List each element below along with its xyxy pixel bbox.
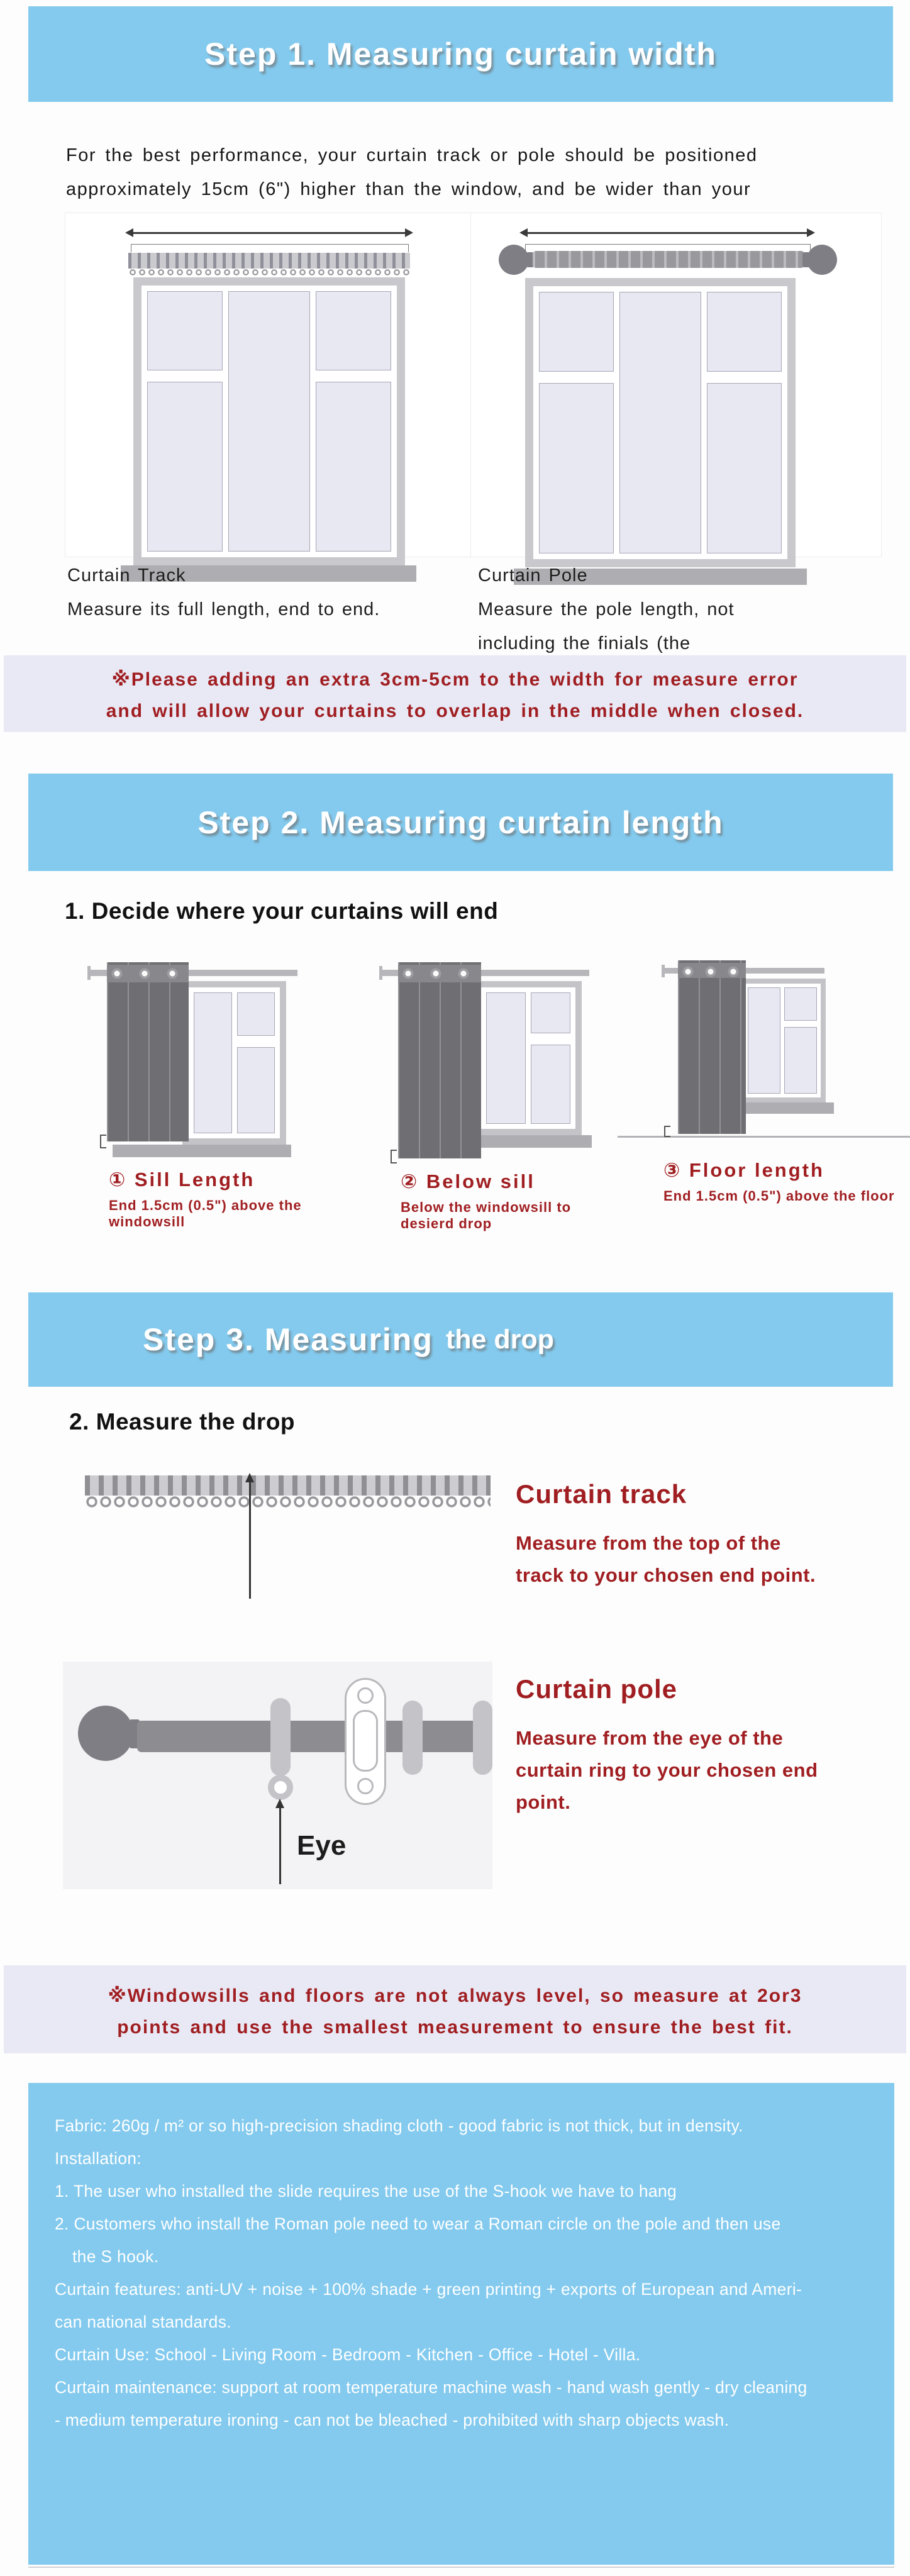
step1-banner [28,6,893,102]
step2-heading: 1. Decide where your curtains will end [65,898,499,924]
window-pane [486,992,526,1124]
curtain-panel [398,962,481,1158]
fabric-line: can national standards. [55,2312,231,2331]
window-pane [147,382,223,552]
window-middle-column [228,291,310,552]
window-left-column [486,992,526,1124]
curtain-track-bar [85,1475,491,1496]
wall-bracket-icon [345,1678,386,1805]
bracket-screw-icon [357,1778,374,1794]
curtain-grommets [678,963,746,978]
eye-pointer-arrow-icon [279,1807,281,1884]
curtain-track-instructions [516,1527,816,1591]
window-left-column [194,992,232,1133]
curtain-track-instr-line2: track to your chosen end point. [516,1564,816,1586]
width-bracket-icon [131,244,409,252]
window-pane [194,992,232,1133]
window-illustration [133,277,405,565]
fabric-line: Curtain Use: School - Living Room - Bedroom - Kitchen - Office - Hotel - Villa. [55,2345,641,2364]
step1-intro-line1: For the best performance, your curtain track or pole should be positioned [66,145,758,165]
window-pane [748,987,780,1094]
curtain-panel [678,960,746,1134]
fabric-line: Installation: [55,2149,141,2168]
step3-banner-title: Step 3. Measuring [143,1322,433,1357]
window-left-column [748,987,780,1094]
drop-note-line2: points and use the smallest measurement to ensure the best fit. [117,2017,793,2038]
curtain-ring-icon [402,1701,423,1775]
curtain-pole-caption [478,558,735,660]
curtain-ring-icon [270,1698,291,1776]
window-left-column [539,292,614,553]
window-inner-frame [189,987,280,1138]
curtain-track-caption [67,558,380,626]
curtain-pole-instr-line3: point. [516,1791,571,1813]
fabric-line: Curtain features: anti-UV + noise + 100% shade + green printing + exports of European and Ameri- [55,2280,802,2299]
bracket-slot [353,1710,378,1772]
drop-note-box [4,1965,906,2053]
curtain-pole-illustration [63,1662,492,1889]
curtain-track-caption-text: Measure its full length, end to end. [67,599,380,619]
curtain-grommets [107,965,189,982]
windowsill [113,1145,291,1157]
fabric-line: the S hook. [72,2247,159,2266]
width-measure-arrow-icon [133,232,405,234]
window-pane [784,987,817,1021]
step3-banner-subtitle: the drop [445,1324,554,1355]
window-inner-frame [533,286,787,559]
pole-finial-left-icon [499,245,529,275]
floor-length-desc: End 1.5cm (0.5") above the floor [663,1188,895,1204]
below-sill-diagram [343,942,626,1231]
window-pane [539,292,614,372]
pole-finial-right-icon [807,245,837,275]
step1-intro-text [66,138,757,206]
floor-length-diagram [629,942,910,1222]
window-pane [228,291,310,552]
window-pane [707,383,782,553]
window-pane [316,382,391,552]
window-illustration [475,981,582,1135]
curtain-track-diagram [65,213,472,557]
curtain-pole-instructions [516,1722,818,1818]
windowsill [731,1102,834,1114]
bracket-screw-icon [357,1687,374,1704]
fabric-line: Fabric: 260g / m² or so high-precision shading cloth - good fabric is not thick, but in density. [55,2116,743,2135]
window-middle-column [619,292,701,553]
sill-length-diagram [47,942,333,1230]
window-pane [531,992,570,1033]
eye-label: Eye [297,1830,347,1861]
step3-heading: 2. Measure the drop [69,1409,296,1435]
windowsill [466,1135,592,1148]
window-illustration [739,979,826,1102]
sill-length-title: ① Sill Length [109,1169,255,1191]
curtain-track-label: Curtain track [516,1479,687,1509]
width-note-line2: and will allow your curtains to overlap in the middle when closed. [106,701,804,721]
window-inner-frame [744,984,821,1097]
ring-eye-icon [268,1775,293,1800]
step1-intro-line2: approximately 15cm (6") higher than the window, and be wider than your [66,179,752,199]
step2-banner-title: Step 2. Measuring curtain length [197,804,724,840]
floor-line [618,1136,910,1138]
window-illustration [182,981,286,1145]
window-right-column [531,992,570,1124]
window-right-column [707,292,782,553]
step1-banner-title: Step 1. Measuring curtain width [204,36,717,72]
fabric-line: Curtain maintenance: support at room temperature machine wash - hand wash gently - dry cleaning [55,2378,807,2397]
fabric-line: 1. The user who installed the slide requires the use of the S-hook we have to hang [55,2182,677,2201]
window-inner-frame [141,286,397,557]
fabric-line: - medium temperature ironing - can not be bleached - prohibited with sharp objects wash. [55,2411,730,2429]
window-inner-frame [481,987,575,1129]
bottom-divider [28,2567,894,2568]
window-pane [531,1045,570,1124]
floor-length-title: ③ Floor length [663,1159,824,1181]
window-right-column [784,987,817,1094]
curtain-track-hooks [128,269,410,276]
pole-rod [137,1721,492,1752]
step3-banner [28,1292,893,1387]
window-pane [707,292,782,372]
window-pane [237,992,275,1036]
drop-note-line1: ※Windowsills and floors are not always level, so measure at 2or3 [108,1985,802,2006]
measure-mark-icon [391,1150,397,1163]
window-left-column [147,291,223,552]
curtain-pole-caption-line1: Measure the pole length, not [478,599,735,619]
fabric-info-panel [28,2083,894,2565]
window-pane [619,292,701,553]
window-illustration [525,278,796,567]
window-right-column [316,291,391,552]
curtain-grommets [398,965,481,982]
curtain-pole-caption-title: Curtain Pole [478,565,588,586]
below-sill-title: ② Below sill [401,1170,535,1192]
below-sill-desc: Below the windowsill to desierd drop [401,1199,572,1231]
measure-mark-icon [100,1135,106,1148]
pole-finial-icon [78,1706,133,1761]
step2-banner [28,774,893,871]
drop-measure-arrow-icon [249,1482,251,1599]
window-pane [539,383,614,553]
window-pane [237,1047,275,1133]
curtain-pole-caption-line2: including the finials (the [478,633,691,653]
width-note-line1: ※Please adding an extra 3cm-5cm to the width for measure error [111,669,799,690]
curtain-pole-instr-line1: Measure from the eye of the [516,1727,784,1749]
curtain-track-hooks [85,1496,491,1511]
window-right-column [237,992,275,1133]
curtain-track-caption-title: Curtain Track [67,565,186,586]
width-measure-arrow-icon [528,232,807,234]
fabric-line: 2. Customers who install the Roman pole need to wear a Roman circle on the pole and then use [55,2214,781,2233]
window-pane [316,291,391,370]
curtain-panel [107,962,189,1141]
curtain-track-bar [128,253,410,269]
width-note-box [4,655,906,732]
window-pane [147,291,223,370]
window-pane [784,1027,817,1094]
curtain-ring-icon [473,1701,492,1775]
curtain-pole-label: Curtain pole [516,1674,678,1704]
curtain-pole-bar [533,251,804,268]
curtain-pole-instr-line2: curtain ring to your chosen end [516,1759,818,1781]
curtain-track-instr-line1: Measure from the top of the [516,1532,781,1554]
curtain-pole-diagram [470,213,882,557]
measure-mark-icon [664,1126,670,1137]
sill-length-desc: End 1.5cm (0.5") above the windowsill [109,1197,302,1230]
